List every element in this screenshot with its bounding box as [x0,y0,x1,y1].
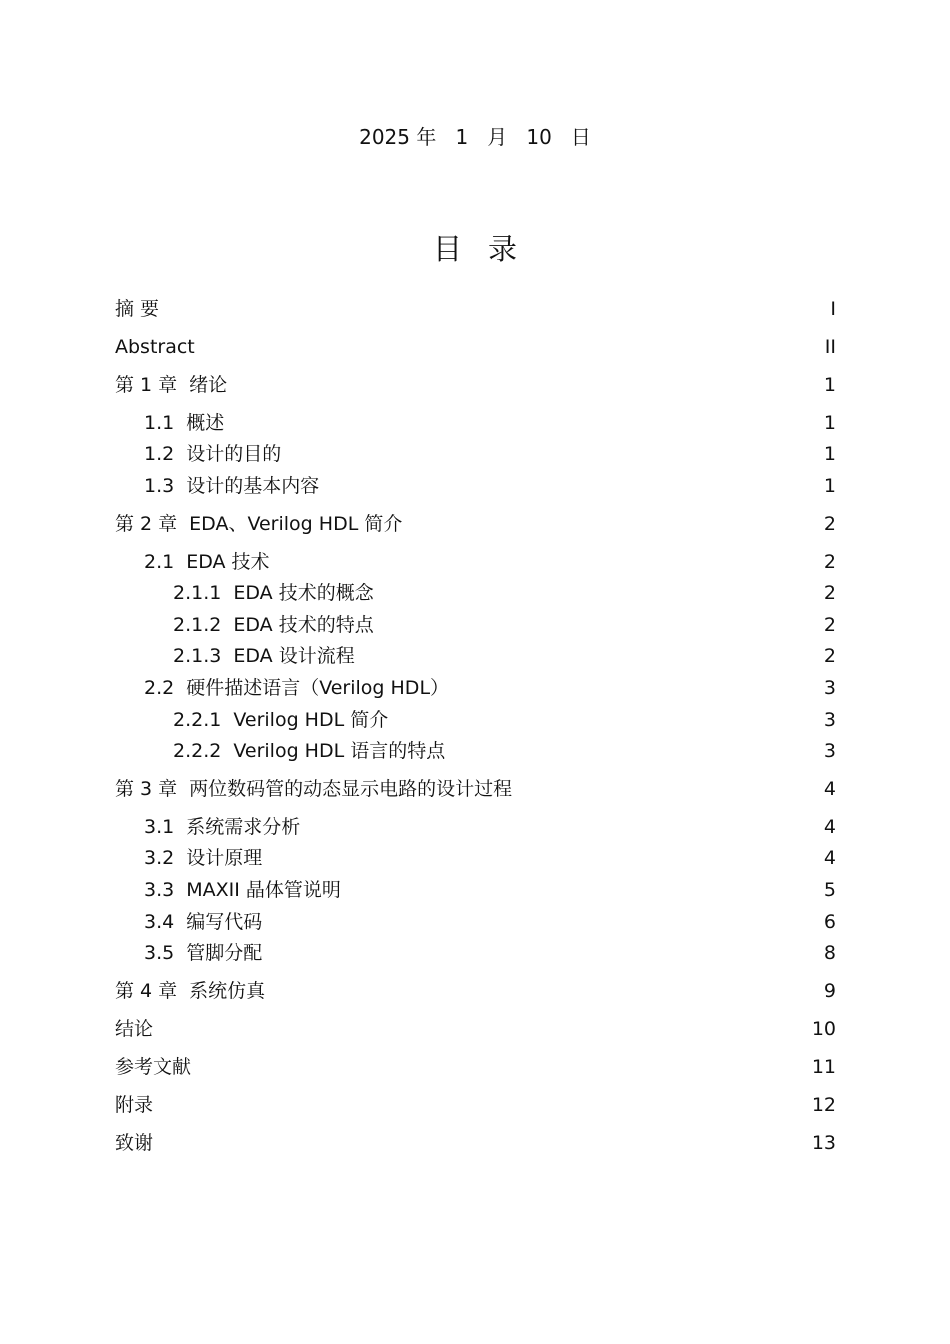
toc-entry-label: 编写代码 [186,911,263,933]
toc-entry[interactable] [115,548,836,576]
toc-entry-label: 绪论 [189,374,228,396]
toc-entry-number: 1.2 [144,443,175,465]
toc-entry-number: 3.3 [144,879,175,901]
toc-entry-number: 3.4 [144,911,175,933]
toc-entry-number: 3.1 [144,816,175,838]
toc-entry-page: II [824,336,836,358]
toc-entry-page: 5 [823,879,836,901]
toc-entry-number: 1.1 [144,412,175,434]
toc-entry-number: 2.2 [144,677,175,699]
toc-entry[interactable] [115,1129,836,1157]
toc-entry[interactable] [115,579,836,607]
toc-entry[interactable] [115,908,836,936]
toc-entry[interactable] [115,295,836,323]
toc-entry-page: 3 [823,677,836,699]
toc-entry-label: EDA 技术的特点 [233,614,374,636]
toc-entry[interactable] [115,472,836,500]
toc-entry-page: 2 [823,582,836,604]
document-date [0,124,950,150]
toc-entry-page: 4 [823,847,836,869]
toc-entry-number: 第 3 章 [115,778,178,800]
toc-entry-page: 1 [823,475,836,497]
toc-entry-page: 3 [823,709,836,731]
date-month-unit: 月 [487,125,508,149]
toc-entry-number: 第 4 章 [115,980,178,1002]
toc-entry[interactable] [115,611,836,639]
toc-entry-label: MAXII 晶体管说明 [186,879,341,901]
toc-entry-page: 4 [823,778,836,800]
toc-entry-label: EDA 设计流程 [233,645,355,667]
toc-entry[interactable] [115,440,836,468]
date-year: 2025 [359,125,411,149]
toc-entry-label: 概述 [186,412,225,434]
toc-entry-label: EDA、Verilog HDL 简介 [189,513,403,535]
toc-entry-page: 2 [823,513,836,535]
toc-entry-label: EDA 技术的概念 [233,582,374,604]
toc-entry[interactable] [115,876,836,904]
toc-entry-number: 2.2.2 [173,740,222,762]
toc-entry[interactable] [115,333,836,361]
toc-entry[interactable] [115,409,836,437]
toc-entry-page: 1 [823,374,836,396]
toc-entry-number: 第 1 章 [115,374,178,396]
toc-entry-label: 设计原理 [186,847,263,869]
toc-entry-page: 13 [811,1132,836,1154]
toc-entry-label: 两位数码管的动态显示电路的设计过程 [189,778,513,800]
toc-entry[interactable] [115,939,836,967]
toc-entry-number: 2.1 [144,551,175,573]
toc-entry-label: Verilog HDL 语言的特点 [233,740,446,762]
toc-entry-label: 参考文献 [115,1056,192,1078]
toc-entry-page: 12 [811,1094,836,1116]
toc-entry-label: 管脚分配 [186,942,263,964]
toc-entry-page: I [830,298,836,320]
toc-entry[interactable] [115,813,836,841]
toc-entry-page: 11 [811,1056,836,1078]
toc-entry-number: 2.1.1 [173,582,222,604]
toc-entry-number: 1.3 [144,475,175,497]
toc-entry-label: 附录 [115,1094,154,1116]
toc-entry-page: 2 [823,614,836,636]
toc-entry[interactable] [115,371,836,399]
toc-entry-label: 硬件描述语言（Verilog HDL） [186,677,450,699]
toc-entry[interactable] [115,1091,836,1119]
toc-entry-page: 8 [823,942,836,964]
toc-entry-label: 设计的目的 [186,443,282,465]
toc-entry-page: 2 [823,551,836,573]
toc-entry-number: 第 2 章 [115,513,178,535]
toc-entry[interactable] [115,775,836,803]
toc-entry-page: 3 [823,740,836,762]
date-day-unit: 日 [570,125,591,149]
toc-entry-label: 系统需求分析 [186,816,301,838]
toc-entry[interactable] [115,737,836,765]
toc-entry[interactable] [115,510,836,538]
toc-entry-page: 1 [823,443,836,465]
toc-entry-number: 2.1.2 [173,614,222,636]
toc-entry-label: 结论 [115,1018,154,1040]
date-month: 1 [455,125,469,149]
date-year-unit: 年 [416,125,437,149]
date-day: 10 [526,125,552,149]
toc-entry[interactable] [115,642,836,670]
toc-entry-label: EDA 技术 [186,551,270,573]
toc-entry-number: 2.1.3 [173,645,222,667]
toc-entry-page: 9 [823,980,836,1002]
toc-entry-label: 摘 要 [115,298,160,320]
toc-title: 目录 [432,232,543,266]
toc-entry-number: 2.2.1 [173,709,222,731]
toc-entry[interactable] [115,977,836,1005]
toc-entry-page: 4 [823,816,836,838]
toc-entry[interactable] [115,844,836,872]
toc-entry-page: 10 [811,1018,836,1040]
toc-entry-label: 系统仿真 [189,980,266,1002]
toc-entry-label: 设计的基本内容 [186,475,320,497]
toc-entry-page: 1 [823,412,836,434]
toc-entry-page: 6 [823,911,836,933]
toc-entry[interactable] [115,674,836,702]
toc-entry[interactable] [115,1053,836,1081]
toc-entry-page: 2 [823,645,836,667]
toc-entry-number: 3.5 [144,942,175,964]
toc-entry[interactable] [115,1015,836,1043]
toc-entry-label: Verilog HDL 简介 [233,709,389,731]
toc-entry-label: 致谢 [115,1132,154,1154]
toc-entry[interactable] [115,706,836,734]
toc-entry-number: 3.2 [144,847,175,869]
toc-entry-label: Abstract [115,336,195,358]
